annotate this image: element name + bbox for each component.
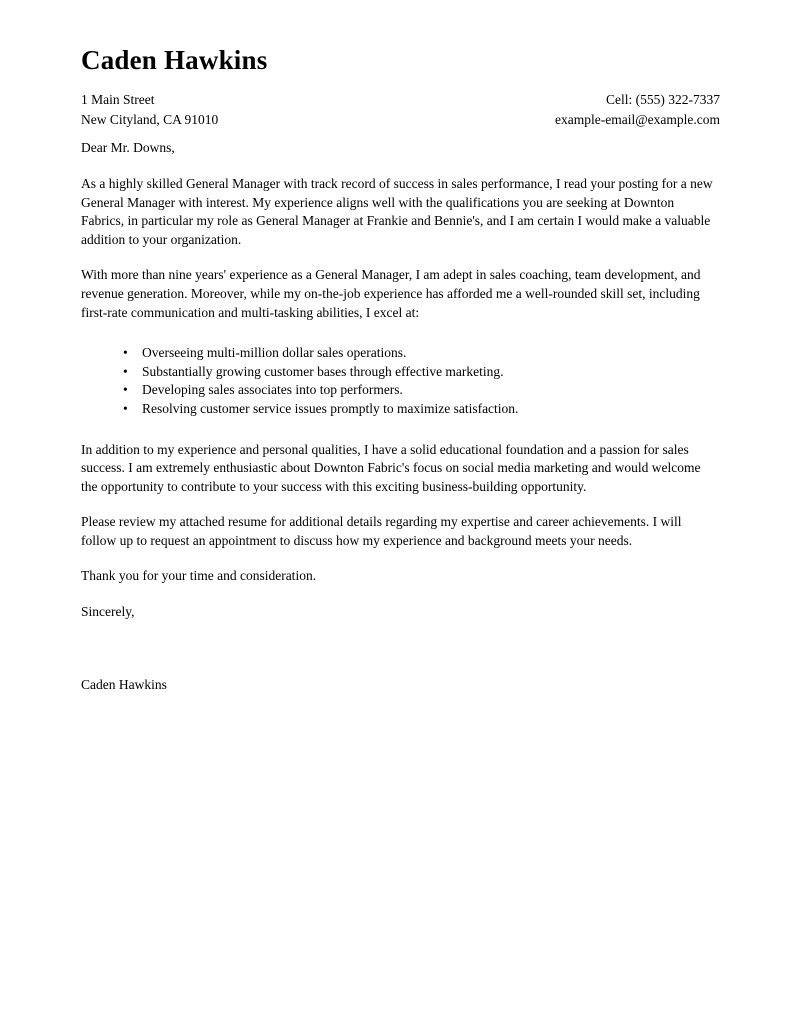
bullet-item: • Developing sales associates into top performers. xyxy=(142,381,720,400)
address-block xyxy=(81,90,218,130)
paragraph-resume: Please review my attached resume for additional details regarding my expertise and career achievements. I will follow up to request an appointment to discuss how my experience and background meets your needs. xyxy=(81,514,682,548)
thanks-line: Thank you for your time and consideration. xyxy=(81,568,317,584)
signature-name: Caden Hawkins xyxy=(81,676,167,692)
address-line-2: New Cityland, CA 91010 xyxy=(81,112,219,128)
phone-line: Cell: (555) 322-7337 xyxy=(606,92,720,108)
salutation: Dear Mr. Downs, xyxy=(81,140,175,156)
contact-section xyxy=(81,90,720,130)
signoff-line: Sincerely, xyxy=(81,604,135,620)
bullet-item: • Overseeing multi-million dollar sales operations. xyxy=(142,344,720,363)
bullet-item: • Substantially growing customer bases through effective marketing. xyxy=(142,363,720,382)
bullet-item: • Resolving customer service issues promptly to maximize satisfaction. xyxy=(142,400,720,419)
address-line-1: 1 Main Street xyxy=(81,92,155,108)
letter-author-name: Caden Hawkins xyxy=(81,45,268,75)
contact-block xyxy=(555,90,720,130)
paragraph-intro: As a highly skilled General Manager with track record of success in sales performance, I read your posting for a new General Manager with interest. My experience aligns well with the qualifications you are seeking at Downton Fabrics, in particular my role as General Manager at Frankie and Bennie's, and I am certain I would make a valuable addition to your organization. xyxy=(81,175,713,247)
email-line: example-email@example.com xyxy=(555,112,720,128)
skills-bullet-list xyxy=(81,344,720,418)
paragraph-experience: With more than nine years' experience as a General Manager, I am adept in sales coaching, team development, and revenue generation. Moreover, while my on-the-job experience has afforded me a well-rounded skill set, including first-rate communication and multi-tasking abilities, I excel at: xyxy=(81,267,701,320)
paragraph-education: In addition to my experience and personal qualities, I have a solid educational foundation and a passion for sales success. I am extremely enthusiastic about Downton Fabric's focus on social media marketing and would welcome the opportunity to contribute to your success with this exciting business-building opportunity. xyxy=(81,441,701,494)
